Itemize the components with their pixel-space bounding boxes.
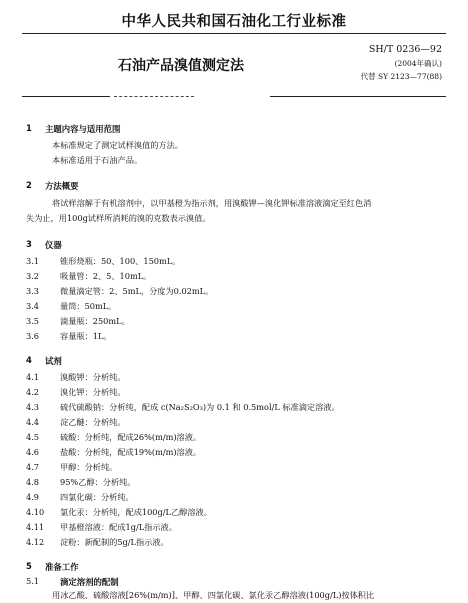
section-4-title: 试剂 (45, 356, 62, 366)
item-3-6-text: 容量瓶：1L。 (60, 331, 112, 341)
item-4-10-text: 氯化汞：分析纯，配成100g/L乙醇溶液。 (60, 507, 212, 517)
header-rule (22, 33, 446, 34)
item-5-1-text: 滴定溶剂的配制 (60, 577, 119, 587)
item-4-5-number: 4.5 (26, 432, 40, 442)
section-1-para-2: 本标准适用于石油产品。 (52, 155, 143, 165)
item-4-1-text: 溴酸钾：分析纯。 (60, 372, 126, 382)
standard-edition: (2004年确认) (394, 59, 442, 68)
item-4-12-number: 4.12 (26, 537, 45, 547)
item-4-7-text: 甲醇：分析纯。 (60, 462, 118, 472)
item-4-3-number: 4.3 (26, 402, 40, 412)
item-4-11-text: 甲基橙溶液：配成1g/L指示液。 (60, 522, 177, 532)
item-3-1-number: 3.1 (26, 256, 40, 266)
section-1-number: 1 (26, 123, 32, 133)
item-4-11-number: 4.11 (26, 522, 45, 532)
section-2-title: 方法概要 (45, 181, 79, 191)
item-3-2-text: 吸量管：2、5、10mL。 (60, 271, 152, 281)
item-4-9-text: 四氯化碳：分析纯。 (60, 492, 134, 502)
section-2-para-1: 将试样溶解于有机溶剂中，以甲基橙为指示剂，用溴酸钾—溴化钾标准溶液滴定至红色消 (52, 198, 372, 208)
item-3-6-number: 3.6 (26, 331, 40, 341)
standard-code: SH/T 0236—92 (368, 44, 442, 55)
section-2-number: 2 (26, 180, 32, 190)
item-3-1-text: 锥形烧瓶：50、100、150mL。 (60, 256, 181, 266)
divider-left (22, 96, 110, 97)
item-3-4-number: 3.4 (26, 301, 40, 311)
section-5-para-1: 用冰乙酸、硫酸溶液[26%(m/m)]、甲醇、四氯化碳、氯化汞乙醇溶液(100g/L)按体积比 (52, 590, 375, 600)
item-4-3-text: 硫代硫酸钠：分析纯，配成 c(Na₂S₂O₃)为 0.1 和 0.5mol/L 标准滴定溶液。 (60, 402, 340, 412)
divider-dashed (114, 96, 194, 97)
item-3-5-number: 3.5 (26, 316, 40, 326)
section-5-number: 5 (26, 561, 32, 571)
standard-organization-header: 中华人民共和国石油化工行业标准 (121, 14, 347, 30)
item-4-8-number: 4.8 (26, 477, 40, 487)
section-1-para-1: 本标准规定了测定试样溴值的方法。 (52, 140, 184, 150)
item-4-6-number: 4.6 (26, 447, 40, 457)
section-4-number: 4 (26, 355, 32, 365)
section-1-title: 主题内容与适用范围 (45, 124, 121, 134)
item-4-10-number: 4.10 (26, 507, 45, 517)
item-4-2-text: 溴化钾：分析纯。 (60, 387, 126, 397)
section-3-number: 3 (26, 239, 32, 249)
item-4-7-number: 4.7 (26, 462, 40, 472)
item-4-4-text: 淀乙醚：分析纯。 (60, 417, 126, 427)
item-4-8-text: 95%乙醇：分析纯。 (60, 477, 136, 487)
item-4-6-text: 盐酸：分析纯，配成19%(m/m)溶液。 (60, 447, 202, 457)
item-4-12-text: 淀粉：新配制的5g/L指示液。 (60, 537, 169, 547)
item-4-5-text: 硫酸：分析纯，配成26%(m/m)溶液。 (60, 432, 202, 442)
section-2-para-2: 失为止，用100g试样所消耗的溴的克数表示溴值。 (26, 213, 211, 223)
section-3-title: 仪器 (45, 240, 62, 250)
item-3-5-text: 滴量瓶：250mL。 (60, 316, 130, 326)
standard-replaces: 代替 SY 2123—77(88) (360, 72, 442, 81)
item-4-4-number: 4.4 (26, 417, 40, 427)
item-4-1-number: 4.1 (26, 372, 40, 382)
item-3-4-text: 量筒：50mL。 (60, 301, 117, 311)
section-5-title: 准备工作 (45, 562, 79, 572)
divider-right (270, 96, 446, 97)
item-5-1-number: 5.1 (26, 576, 40, 586)
item-4-9-number: 4.9 (26, 492, 40, 502)
item-3-3-number: 3.3 (26, 286, 40, 296)
item-3-3-text: 微量滴定管：2、5mL，分度为0.02mL。 (60, 286, 214, 296)
item-3-2-number: 3.2 (26, 271, 40, 281)
standard-title: 石油产品溴值测定法 (118, 58, 244, 74)
item-4-2-number: 4.2 (26, 387, 40, 397)
